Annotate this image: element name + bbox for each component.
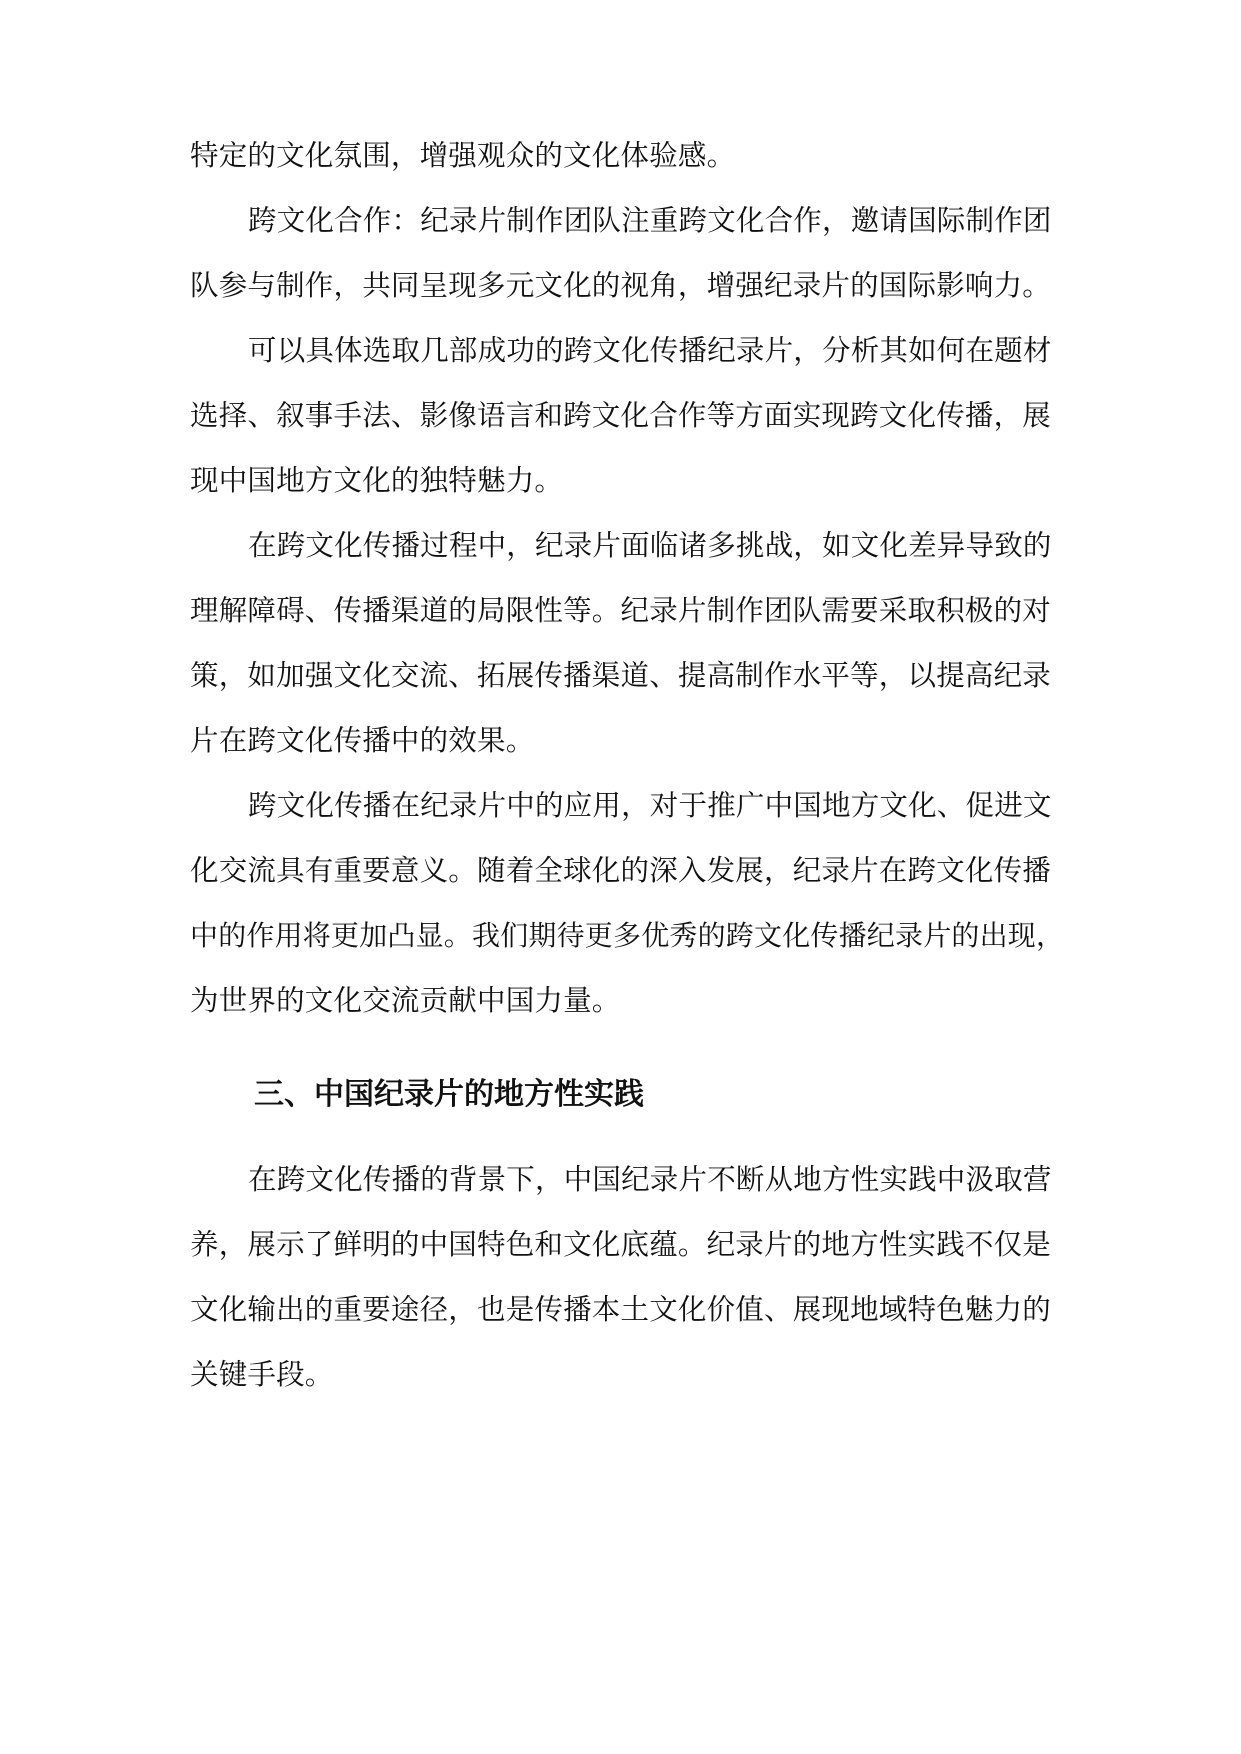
paragraph-line: 选择、叙事手法、影像语言和跨文化合作等方面实现跨文化传播，展 bbox=[190, 399, 1052, 432]
paragraph-line: 理解障碍、传播渠道的局限性等。纪录片制作团队需要采取积极的对 bbox=[190, 594, 1052, 627]
paragraph-line: 队参与制作，共同呈现多元文化的视角，增强纪录片的国际影响力。 bbox=[190, 269, 1052, 302]
section-heading: 三、中国纪录片的地方性实践 bbox=[254, 1077, 644, 1112]
paragraph-line: 文化输出的重要途径，也是传播本土文化价值、展现地域特色魅力的 bbox=[190, 1293, 1052, 1326]
paragraph-line: 片在跨文化传播中的效果。 bbox=[190, 724, 535, 757]
paragraph-line: 化交流具有重要意义。随着全球化的深入发展，纪录片在跨文化传播 bbox=[190, 854, 1052, 887]
paragraph-line: 中的作用将更加凸显。我们期待更多优秀的跨文化传播纪录片的出现， bbox=[190, 919, 1065, 952]
paragraph-line: 跨文化传播在纪录片中的应用，对于推广中国地方文化、促进文 bbox=[248, 789, 1052, 822]
paragraph-line: 现中国地方文化的独特魅力。 bbox=[190, 464, 564, 497]
paragraph-line: 在跨文化传播的背景下，中国纪录片不断从地方性实践中汲取营 bbox=[248, 1163, 1052, 1196]
paragraph-line: 为世界的文化交流贡献中国力量。 bbox=[190, 984, 621, 1017]
paragraph-line: 养，展示了鲜明的中国特色和文化底蕴。纪录片的地方性实践不仅是 bbox=[190, 1228, 1052, 1261]
paragraph-line: 策，如加强文化交流、拓展传播渠道、提高制作水平等，以提高纪录 bbox=[190, 659, 1052, 692]
paragraph-line: 跨文化合作：纪录片制作团队注重跨文化合作，邀请国际制作团 bbox=[248, 204, 1052, 237]
paragraph-line: 可以具体选取几部成功的跨文化传播纪录片，分析其如何在题材 bbox=[248, 334, 1052, 367]
paragraph-line: 关键手段。 bbox=[190, 1358, 334, 1391]
paragraph-line: 在跨文化传播过程中，纪录片面临诸多挑战，如文化差异导致的 bbox=[248, 529, 1052, 562]
paragraph-line: 特定的文化氛围，增强观众的文化体验感。 bbox=[190, 139, 736, 172]
